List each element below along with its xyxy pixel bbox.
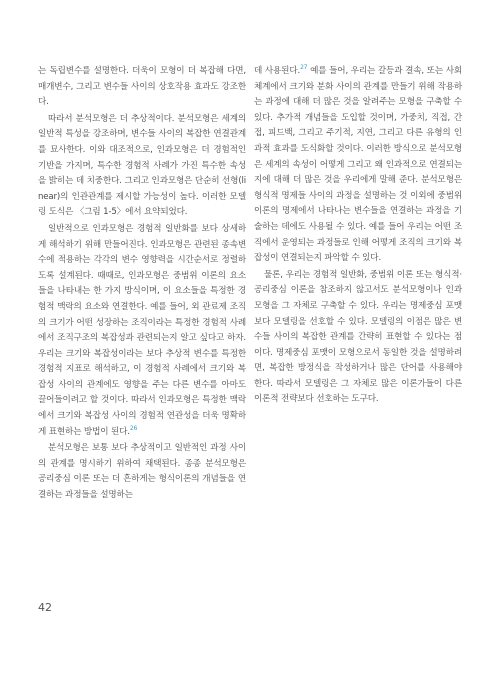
right-text-column [254,64,462,409]
footnote-marker-26: 26 [129,424,138,432]
paragraph-modeling-preference: 물론, 우리는 경험적 일반화, 중범위 이론 또는 형식적·공리중심 이론을 참조하지 않고서도 분석모형이나 인과모형을 그 자체로 구축할 수 있다. 우리는 명제중심 포맷보다 모델링을 선호할 수 있다. 모델링의 이점은 많은 변수들 사이의 복잡한 관계를 간략히 표현할 수 있다는 점이다. 명제중심 포맷이 모형으로서 동일한 것을 설명하려면, 복잡한 방정식을 작성하거나 많은 단어를 사용해야 한다. 따라서 모델링은 그 자체로 많은 이론가들이 다른 이론적 전략보다 선호하는 도구다. [254,269,462,405]
page-number: 42 [38,601,52,614]
paragraph-analytic-usage: 분석모형은 보통 보다 추상적이고 일반적인 과정 사이의 관계를 명시하기 위하여 채택된다. 종종 분석모형은 공리중심 이론 또는 더 흔하게는 형식이론의 개념들을 연결하는 과정들을 설명하는 [38,443,246,501]
paragraph-analytic-models: 따라서 분석모형은 더 추상적이다. 분석모형은 세계의 일반적 특성을 강조하며, 변수들 사이의 복잡한 연결관계를 묘사한다. 이와 대조적으로, 인과모형은 더 경험적인 기반을 가지며, 특수한 경험적 사례가 가진 특수한 속성을 밝히는 데 치중한다. 그리고 인과모형은 단순히 선형(linear)의 인관관계를 제시할 가능성이 높다. 이러한 모델링 도식은 〈그림 1-5〉에서 요약되었다. [38,113,246,218]
left-text-column [38,64,246,505]
paragraph-analytic-examples [254,64,462,267]
paragraph-text-rest: 예를 들어, 우리는 갈등과 결속, 또는 사회체계에서 크기와 분화 사이의 관계를 만들기 위해 작용하는 과정에 대해 더 많은 것을 알려주는 모형을 구축할 수 있다. 추가적 개념들을 도입할 것이며, 가중치, 직접, 간접, 피드백, 그리고 주기적, 지연, 그리고 다른 유형의 인과적 효과를 도식화할 것이다. 이러한 방식으로 분석모형은 세계의 속성이 어떻게 그리고 왜 인과적으로 연결되는지에 대해 더 많은 것을 우리에게 말해 준다. 분석모형은 형식적 명제들 사이의 과정을 설명하는 것 이외에 중범위 이론의 명제에서 나타나는 변수들을 연결하는 과정을 기술하는 데에도 사용될 수 있다. 예를 들어 우리는 어떤 조직에서 운영되는 과정들로 인해 어떻게 조직의 크기와 복잡성이 연결되는지 파악할 수 있다. [254,66,462,264]
paragraph-continued: 는 독립변수를 설명한다. 더욱이 모형이 더 복잡해 다면, 매개변수, 그리고 변수들 사이의 상호작용 효과도 강조한다. [38,66,246,108]
footnote-marker-27: 27 [300,64,308,72]
paragraph-text-start: 데 사용된다. [254,66,301,76]
paragraph-causal-models [38,222,246,440]
paragraph-text: 일반적으로 인과모형은 경험적 일반화를 보다 상세하게 해석하기 위해 만들어진다. 인과모형은 관련된 종속변수에 적용하는 각각의 변수 영향력을 시간순서로 정렬하도록 설계된다. 때때로, 인과모형은 중범위 이론의 요소들을 나타내는 한 가지 방식이며, 이 요소들을 특정한 경험적 맥락의 요소와 연결한다. 예를 들어, 외 관료제 조직의 크기가 어떤 성장하는 조직이라는 특정한 경험적 사례에서 조직구조의 복잡성과 관련되는지 알고 싶다고 하자. 우리는 크기와 복잡성이라는 보다 추상적 변수를 특정한 경험적 지표로 해석하고, 이 경험적 사례에서 크기와 복잡성 사이의 관계에도 영향을 주는 다른 변수를 아마도 끌어들이려고 할 것이다. 따라서 인과모형은 특정한 맥락에서 크기와 복잡성 사이의 경험적 연관성을 더욱 명확하게 표현하는 방법이 된다. [38,223,246,437]
